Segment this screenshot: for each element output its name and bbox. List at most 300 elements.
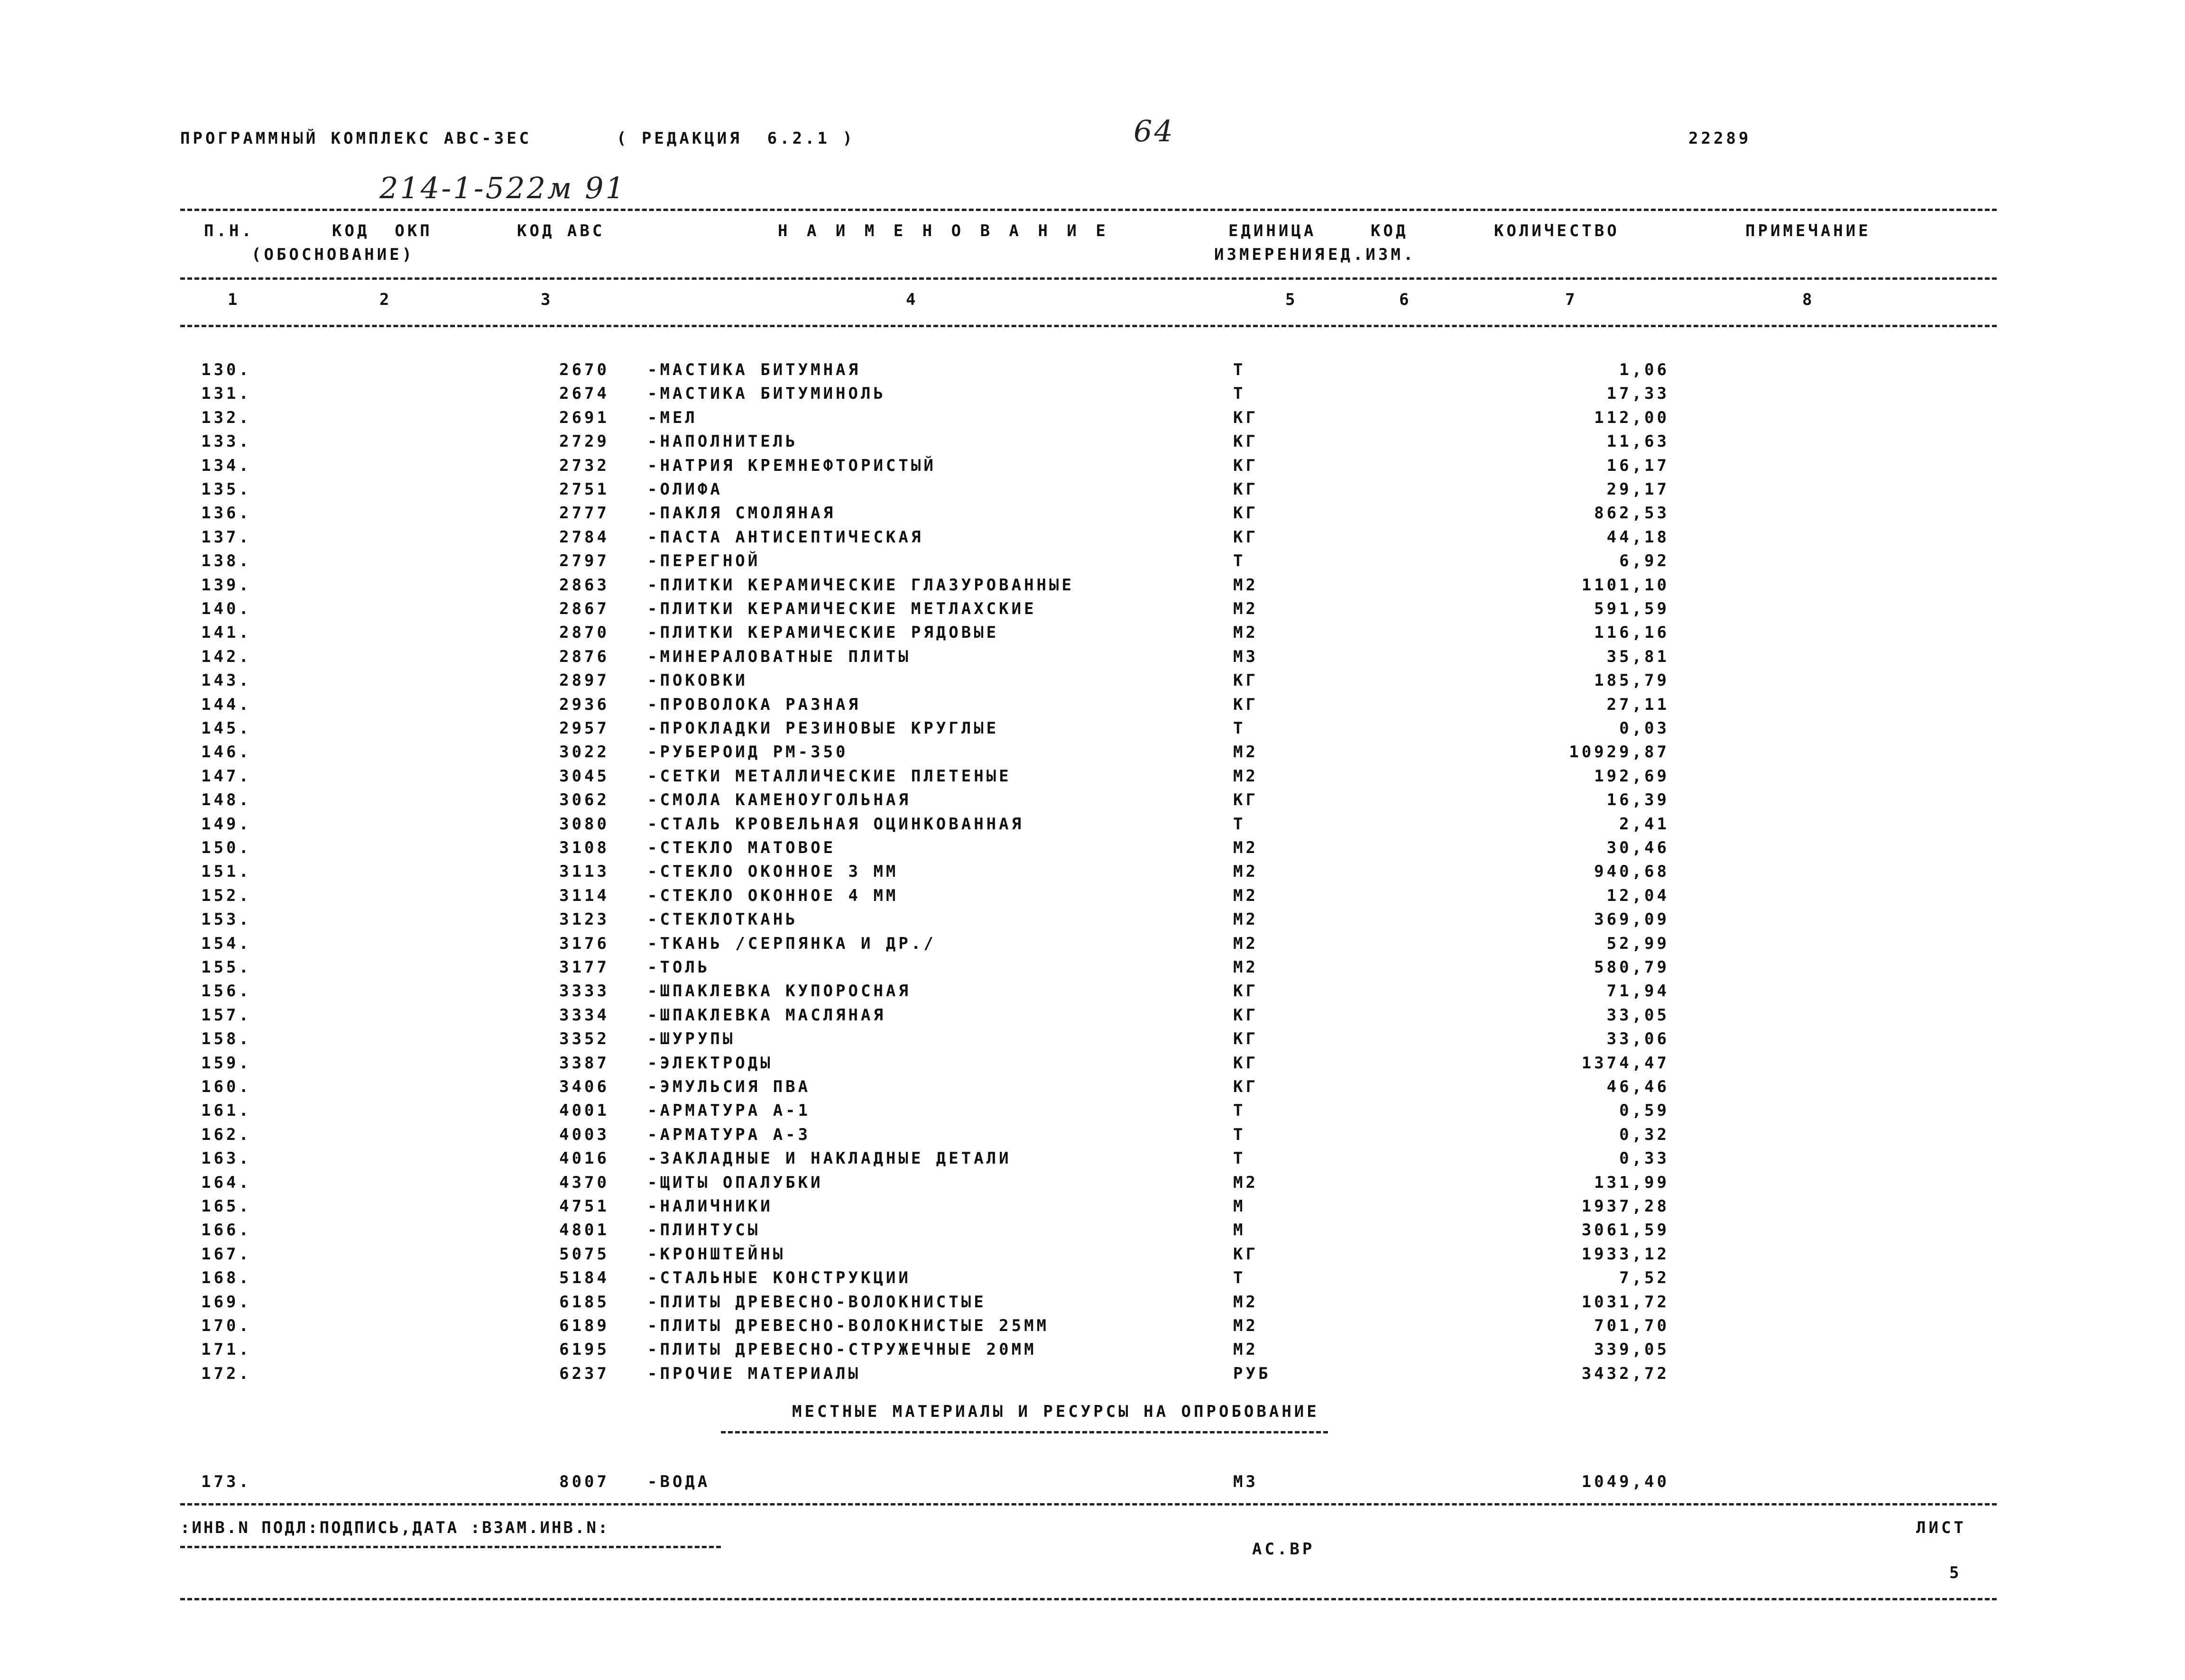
row-name: -НАТРИЯ КРЕМНЕФТОРИСТЫЙ: [647, 456, 936, 475]
row-number: 139.: [201, 575, 251, 595]
section-title: МЕСТНЫЕ МАТЕРИАЛЫ И РЕСУРСЫ НА ОПРОБОВАНИЕ: [792, 1402, 1319, 1421]
row-name: -КРОНШТЕЙНЫ: [647, 1244, 786, 1264]
row-number: 154.: [201, 934, 251, 953]
table-row: [0, 456, 2185, 480]
row-code: 3387: [559, 1053, 609, 1073]
row-name: -ЭЛЕКТРОДЫ: [647, 1053, 773, 1073]
table-row: [0, 480, 2185, 504]
row-quantity: 10929,87: [1569, 743, 1669, 762]
col-header-unit-code-2: ЕД.ИЗМ.: [1328, 245, 1416, 264]
row-code: 3080: [559, 814, 609, 834]
row-quantity: 11,63: [1606, 432, 1669, 451]
col-header-unit-code: КОД: [1371, 221, 1409, 240]
row-quantity: 0,32: [1619, 1125, 1669, 1144]
row-quantity: 52,99: [1606, 934, 1669, 953]
row-code: 2670: [559, 360, 609, 379]
row-number: 142.: [201, 647, 251, 666]
row-quantity: 0,59: [1619, 1101, 1669, 1120]
col-header-quantity: КОЛИЧЕСТВО: [1494, 221, 1620, 240]
table-row: [0, 815, 2185, 838]
row-code: 2863: [559, 575, 609, 595]
row-code: 3114: [559, 886, 609, 905]
row-number: 131.: [201, 384, 251, 404]
row-number: 168.: [201, 1268, 251, 1288]
row-name: -МАСТИКА БИТУМИНОЛЬ: [647, 384, 886, 404]
row-name: -ПЛИТКИ КЕРАМИЧЕСКИЕ МЕТЛАХСКИЕ: [647, 599, 1037, 618]
row-name: -ЭМУЛЬСИЯ ПВА: [647, 1077, 811, 1096]
table-row: [0, 1006, 2185, 1029]
row-unit: КГ: [1233, 480, 1258, 499]
row-number: 145.: [201, 719, 251, 738]
header-mid-rule: [180, 277, 1997, 280]
row-number: 138.: [201, 551, 251, 571]
table-row: [0, 671, 2185, 695]
row-unit: Т: [1233, 360, 1246, 379]
program-title: ПРОГРАММНЫЙ КОМПЛЕКС АВС-3ЕС: [180, 129, 532, 148]
row-number: 172.: [201, 1364, 251, 1383]
row-unit: М2: [1233, 1316, 1258, 1335]
row-quantity: 6,92: [1619, 551, 1669, 571]
row-quantity: 27,11: [1606, 695, 1669, 714]
table-row: [0, 432, 2185, 456]
row-number: 140.: [201, 599, 251, 618]
row-number: 143.: [201, 671, 251, 690]
row-unit: Т: [1233, 1268, 1246, 1288]
row-number: 147.: [201, 766, 251, 786]
row-name: -ЗАКЛАДНЫЕ И НАКЛАДНЫЕ ДЕТАЛИ: [647, 1149, 1012, 1168]
row-quantity: 29,17: [1606, 480, 1669, 499]
table-row: [0, 1245, 2185, 1268]
row-code: 3333: [559, 982, 609, 1001]
row-unit: М2: [1233, 575, 1258, 595]
row-name: -ПЛИТЫ ДРЕВЕСНО-ВОЛОКНИСТЫЕ: [647, 1292, 986, 1312]
row-quantity: 16,17: [1606, 456, 1669, 475]
table-row: [0, 599, 2185, 623]
row-number: 148.: [201, 790, 251, 810]
row-unit: М2: [1233, 599, 1258, 618]
table-row: [0, 719, 2185, 743]
table-row: [0, 695, 2185, 719]
col-num-3: 3: [541, 290, 553, 309]
row-unit: М2: [1233, 862, 1258, 881]
col-num-7: 7: [1565, 290, 1578, 309]
row-unit: М2: [1233, 958, 1258, 977]
row-code: 4016: [559, 1149, 609, 1168]
row-code: 5075: [559, 1244, 609, 1264]
row-code: 2870: [559, 623, 609, 643]
row-name: -ПРОЧИЕ МАТЕРИАЛЫ: [647, 1364, 861, 1383]
row-unit: КГ: [1233, 504, 1258, 523]
row-quantity: 940,68: [1594, 862, 1669, 881]
row-code: 6237: [559, 1364, 609, 1383]
row-code: 3113: [559, 862, 609, 881]
row-quantity: 192,69: [1594, 766, 1669, 786]
row-name: -СТАЛЬ КРОВЕЛЬНАЯ ОЦИНКОВАННАЯ: [647, 814, 1024, 834]
row-unit: М2: [1233, 934, 1258, 953]
row-name: -ПЕРЕГНОЙ: [647, 551, 761, 571]
handwritten-page-number: 64: [1134, 114, 1175, 148]
row-unit: М2: [1233, 1340, 1258, 1359]
row-name: -СТЕКЛО ОКОННОЕ 4 ММ: [647, 886, 899, 905]
row-quantity: 1937,28: [1581, 1197, 1669, 1216]
row-unit: КГ: [1233, 695, 1258, 714]
row-name: -ОЛИФА: [647, 480, 723, 499]
row-unit: КГ: [1233, 527, 1258, 547]
row-unit: КГ: [1233, 1029, 1258, 1049]
row-number: 137.: [201, 527, 251, 547]
row-name: -МАСТИКА БИТУМНАЯ: [647, 360, 861, 379]
row-name: -ЩИТЫ ОПАЛУБКИ: [647, 1173, 823, 1192]
table-row: [0, 1197, 2185, 1221]
row-quantity: 0,33: [1619, 1149, 1669, 1168]
row-name: -СТЕКЛОТКАНЬ: [647, 910, 798, 929]
row-number: 136.: [201, 504, 251, 523]
row-unit: М2: [1233, 1173, 1258, 1192]
row-quantity: 3061,59: [1581, 1221, 1669, 1240]
row-number: 173.: [201, 1472, 251, 1491]
table-row: [0, 1054, 2185, 1077]
footer-bottom-rule: [180, 1598, 1997, 1600]
row-quantity: 71,94: [1606, 982, 1669, 1001]
row-number: 170.: [201, 1316, 251, 1335]
row-quantity: 185,79: [1594, 671, 1669, 690]
row-number: 146.: [201, 743, 251, 762]
col-num-2: 2: [379, 290, 392, 309]
row-quantity: 1374,47: [1581, 1053, 1669, 1073]
row-code: 3022: [559, 743, 609, 762]
footer-sheet-number: 5: [1949, 1563, 1962, 1582]
row-quantity: 44,18: [1606, 527, 1669, 547]
table-row: [0, 790, 2185, 814]
row-code: 2777: [559, 504, 609, 523]
row-name: -ШПАКЛЕВКА КУПОРОСНАЯ: [647, 982, 911, 1001]
row-quantity: 7,52: [1619, 1268, 1669, 1288]
table-row: [0, 982, 2185, 1005]
row-unit: КГ: [1233, 671, 1258, 690]
row-name: -СТЕКЛО МАТОВОЕ: [647, 838, 836, 857]
row-unit: М2: [1233, 766, 1258, 786]
row-name: -АРМАТУРА А-1: [647, 1101, 811, 1120]
col-header-pn: П.Н.: [204, 221, 254, 240]
row-unit: КГ: [1233, 1005, 1258, 1025]
col-header-code-okp: КОД ОКП: [332, 221, 433, 240]
table-row: [0, 1221, 2185, 1244]
row-number: 130.: [201, 360, 251, 379]
row-quantity: 0,03: [1619, 719, 1669, 738]
table-row: [0, 862, 2185, 886]
row-quantity: 131,99: [1594, 1173, 1669, 1192]
row-unit: КГ: [1233, 408, 1258, 427]
row-code: 3062: [559, 790, 609, 810]
row-name: -ШПАКЛЕВКА МАСЛЯНАЯ: [647, 1005, 886, 1025]
row-number: 156.: [201, 982, 251, 1001]
row-number: 171.: [201, 1340, 251, 1359]
row-code: 3123: [559, 910, 609, 929]
row-unit: КГ: [1233, 790, 1258, 810]
row-code: 4801: [559, 1221, 609, 1240]
row-number: 163.: [201, 1149, 251, 1168]
row-quantity: 1049,40: [1581, 1472, 1669, 1491]
table-row: [0, 1173, 2185, 1197]
row-unit: М: [1233, 1221, 1246, 1240]
row-code: 2784: [559, 527, 609, 547]
table-row: [0, 647, 2185, 671]
row-code: 6189: [559, 1316, 609, 1335]
row-code: 2867: [559, 599, 609, 618]
col-header-unit-2: ИЗМЕРЕНИЯ: [1214, 245, 1328, 264]
row-unit: РУБ: [1233, 1364, 1271, 1383]
row-quantity: 1933,12: [1581, 1244, 1669, 1264]
table-row: [0, 1101, 2185, 1125]
row-name: -ПЛИНТУСЫ: [647, 1221, 761, 1240]
row-number: 161.: [201, 1101, 251, 1120]
col-header-unit: ЕДИНИЦА: [1228, 221, 1317, 240]
table-row: [0, 576, 2185, 599]
row-name: -СЕТКИ МЕТАЛЛИЧЕСКИЕ ПЛЕТЕНЫЕ: [647, 766, 1012, 786]
table-row: [0, 504, 2185, 527]
row-name: -ТКАНЬ /СЕРПЯНКА И ДР./: [647, 934, 936, 953]
row-name: -СТЕКЛО ОКОННОЕ 3 ММ: [647, 862, 899, 881]
table-row: [0, 551, 2185, 575]
row-code: 8007: [559, 1472, 609, 1491]
row-unit: М3: [1233, 1472, 1258, 1491]
table-row: [0, 767, 2185, 790]
row-name: -ПАСТА АНТИСЕПТИЧЕСКАЯ: [647, 527, 924, 547]
row-number: 155.: [201, 958, 251, 977]
row-number: 150.: [201, 838, 251, 857]
footer-stamp-labels: :ИНВ.N ПОДЛ:ПОДПИСЬ,ДАТА :ВЗАМ.ИНВ.N:: [180, 1518, 610, 1537]
row-name: -ВОДА: [647, 1472, 710, 1491]
table-row: [0, 838, 2185, 862]
row-unit: Т: [1233, 1149, 1246, 1168]
row-name: -МЕЛ: [647, 408, 698, 427]
row-quantity: 30,46: [1606, 838, 1669, 857]
row-unit: КГ: [1233, 432, 1258, 451]
row-unit: Т: [1233, 1125, 1246, 1144]
row-number: 164.: [201, 1173, 251, 1192]
row-name: -ПЛИТЫ ДРЕВЕСНО-СТРУЖЕЧНЫЕ 20ММ: [647, 1340, 1037, 1359]
row-quantity: 701,70: [1594, 1316, 1669, 1335]
row-name: -ШУРУПЫ: [647, 1029, 736, 1049]
row-unit: М3: [1233, 647, 1258, 666]
row-name: -НАЛИЧНИКИ: [647, 1197, 773, 1216]
table-row: [0, 1125, 2185, 1149]
row-name: -ТОЛЬ: [647, 958, 710, 977]
row-code: 3352: [559, 1029, 609, 1049]
col-num-1: 1: [228, 290, 240, 309]
row-code: 2729: [559, 432, 609, 451]
table-row: [0, 1029, 2185, 1053]
col-num-4: 4: [906, 290, 919, 309]
row-unit: КГ: [1233, 982, 1258, 1001]
row-number: 167.: [201, 1244, 251, 1264]
row-unit: Т: [1233, 384, 1246, 404]
row-code: 2751: [559, 480, 609, 499]
row-unit: КГ: [1233, 1053, 1258, 1073]
row-code: 4001: [559, 1101, 609, 1120]
row-name: -СМОЛА КАМЕНОУГОЛЬНАЯ: [647, 790, 911, 810]
row-name: -РУБЕРОИД РМ-350: [647, 743, 848, 762]
row-quantity: 2,41: [1619, 814, 1669, 834]
table-row: [0, 910, 2185, 934]
row-quantity: 46,46: [1606, 1077, 1669, 1096]
row-number: 160.: [201, 1077, 251, 1096]
row-quantity: 33,06: [1606, 1029, 1669, 1049]
row-number: 158.: [201, 1029, 251, 1049]
row-code: 2876: [559, 647, 609, 666]
col-num-8: 8: [1802, 290, 1815, 309]
row-number: 141.: [201, 623, 251, 643]
row-number: 159.: [201, 1053, 251, 1073]
row-quantity: 339,05: [1594, 1340, 1669, 1359]
row-unit: Т: [1233, 1101, 1246, 1120]
row-quantity: 1101,10: [1581, 575, 1669, 595]
table-row: [0, 1364, 2185, 1388]
row-code: 4003: [559, 1125, 609, 1144]
row-quantity: 3432,72: [1581, 1364, 1669, 1383]
row-quantity: 16,39: [1606, 790, 1669, 810]
row-name: -ПРОВОЛОКА РАЗНАЯ: [647, 695, 861, 714]
row-name: -НАПОЛНИТЕЛЬ: [647, 432, 798, 451]
row-quantity: 1,06: [1619, 360, 1669, 379]
table-row: [0, 528, 2185, 551]
handwritten-project-code: 214-1-522м 91: [379, 171, 627, 205]
table-row: [0, 1340, 2185, 1364]
row-unit: М2: [1233, 1292, 1258, 1312]
row-code: 3108: [559, 838, 609, 857]
row-unit: М2: [1233, 743, 1258, 762]
row-quantity: 580,79: [1594, 958, 1669, 977]
row-name: -ПОКОВКИ: [647, 671, 748, 690]
header-top-rule: [180, 209, 1997, 211]
table-row: [0, 886, 2185, 910]
row-number: 152.: [201, 886, 251, 905]
table-row: [0, 1149, 2185, 1173]
footer-code: АС.ВР: [1252, 1540, 1315, 1559]
row-number: 165.: [201, 1197, 251, 1216]
row-unit: Т: [1233, 551, 1246, 571]
row-unit: Т: [1233, 814, 1246, 834]
table-row: [0, 958, 2185, 982]
edition-label: ( РЕДАКЦИЯ 6.2.1 ): [617, 129, 855, 148]
row-unit: М2: [1233, 623, 1258, 643]
row-code: 4370: [559, 1173, 609, 1192]
row-name: -ПЛИТКИ КЕРАМИЧЕСКИЕ РЯДОВЫЕ: [647, 623, 999, 643]
row-quantity: 369,09: [1594, 910, 1669, 929]
col-num-5: 5: [1285, 290, 1298, 309]
document-number: 22289: [1688, 129, 1752, 148]
row-code: 3334: [559, 1005, 609, 1025]
row-code: 2936: [559, 695, 609, 714]
row-code: 3177: [559, 958, 609, 977]
footer-stamp-rule: [180, 1546, 721, 1548]
row-number: 133.: [201, 432, 251, 451]
row-quantity: 116,16: [1594, 623, 1669, 643]
table-row: [0, 384, 2185, 408]
table-row: [0, 360, 2185, 384]
row-number: 151.: [201, 862, 251, 881]
row-number: 169.: [201, 1292, 251, 1312]
row-number: 144.: [201, 695, 251, 714]
row-unit: М: [1233, 1197, 1246, 1216]
row-code: 6185: [559, 1292, 609, 1312]
row-number: 132.: [201, 408, 251, 427]
row-code: 4751: [559, 1197, 609, 1216]
row-name: -ПЛИТЫ ДРЕВЕСНО-ВОЛОКНИСТЫЕ 25ММ: [647, 1316, 1050, 1335]
footer-sheet-label: ЛИСТ: [1916, 1518, 1966, 1537]
row-quantity: 1031,72: [1581, 1292, 1669, 1312]
table-row: [0, 1472, 2185, 1496]
row-number: 149.: [201, 814, 251, 834]
row-name: -АРМАТУРА А-3: [647, 1125, 811, 1144]
row-code: 2691: [559, 408, 609, 427]
col-num-6: 6: [1399, 290, 1412, 309]
row-number: 157.: [201, 1005, 251, 1025]
row-unit: М2: [1233, 838, 1258, 857]
table-row: [0, 934, 2185, 958]
header-bottom-rule: [180, 325, 1997, 327]
row-unit: Т: [1233, 719, 1246, 738]
col-header-code-abc: КОД АВС: [517, 221, 605, 240]
row-code: 2797: [559, 551, 609, 571]
row-quantity: 112,00: [1594, 408, 1669, 427]
col-header-note: ПРИМЕЧАНИЕ: [1745, 221, 1871, 240]
table-row: [0, 1268, 2185, 1292]
row-code: 2732: [559, 456, 609, 475]
row-quantity: 35,81: [1606, 647, 1669, 666]
row-quantity: 862,53: [1594, 504, 1669, 523]
col-header-basis: (ОБОСНОВАНИЕ): [251, 245, 415, 264]
footer-top-rule: [180, 1503, 1997, 1506]
row-unit: М2: [1233, 886, 1258, 905]
row-code: 5184: [559, 1268, 609, 1288]
row-number: 162.: [201, 1125, 251, 1144]
row-quantity: 33,05: [1606, 1005, 1669, 1025]
row-unit: М2: [1233, 910, 1258, 929]
row-code: 3406: [559, 1077, 609, 1096]
row-code: 3176: [559, 934, 609, 953]
section-title-rule: [721, 1431, 1328, 1433]
row-name: -ПРОКЛАДКИ РЕЗИНОВЫЕ КРУГЛЫЕ: [647, 719, 999, 738]
row-unit: КГ: [1233, 456, 1258, 475]
row-quantity: 17,33: [1606, 384, 1669, 404]
row-code: 2674: [559, 384, 609, 404]
row-unit: КГ: [1233, 1077, 1258, 1096]
row-quantity: 12,04: [1606, 886, 1669, 905]
row-number: 166.: [201, 1221, 251, 1240]
row-number: 134.: [201, 456, 251, 475]
row-code: 2957: [559, 719, 609, 738]
row-number: 153.: [201, 910, 251, 929]
row-code: 3045: [559, 766, 609, 786]
row-number: 135.: [201, 480, 251, 499]
row-name: -МИНЕРАЛОВАТНЫЕ ПЛИТЫ: [647, 647, 911, 666]
table-row: [0, 1293, 2185, 1316]
row-name: -ПЛИТКИ КЕРАМИЧЕСКИЕ ГЛАЗУРОВАННЫЕ: [647, 575, 1074, 595]
row-name: -СТАЛЬНЫЕ КОНСТРУКЦИИ: [647, 1268, 911, 1288]
row-unit: КГ: [1233, 1244, 1258, 1264]
table-row: [0, 1077, 2185, 1101]
table-row: [0, 623, 2185, 647]
table-row: [0, 1316, 2185, 1340]
row-code: 2897: [559, 671, 609, 690]
row-code: 6195: [559, 1340, 609, 1359]
table-row: [0, 408, 2185, 432]
row-quantity: 591,59: [1594, 599, 1669, 618]
table-row: [0, 743, 2185, 766]
row-name: -ПАКЛЯ СМОЛЯНАЯ: [647, 504, 836, 523]
col-header-name: Н А И М Е Н О В А Н И Е: [778, 221, 1110, 240]
